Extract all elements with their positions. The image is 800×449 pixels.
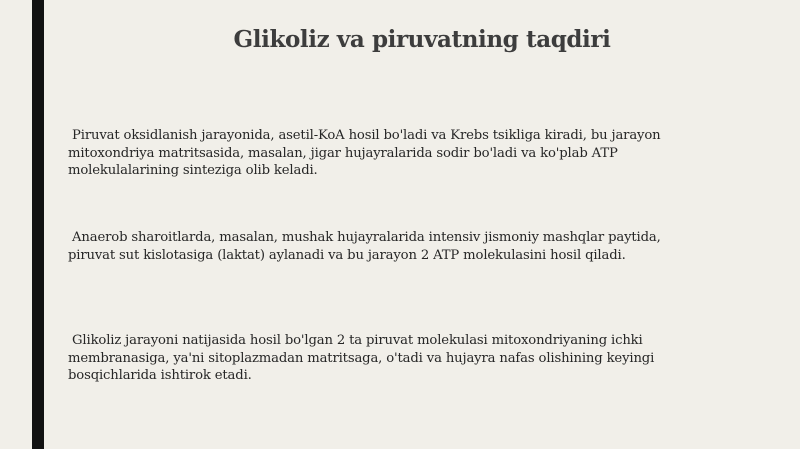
paragraph-pyruvate-oxidation: Piruvat oksidlanish jarayonida, asetil-KoA hosil bo'ladi va Krebs tsikliga kiradi, bu jarayon mitoxondriya matritsasida, masalan, jigar hujayralarida sodir bo'ladi va ko'plab ATP molekulalarining sinteziga olib keladi. — [68, 128, 661, 179]
slide-accent-bar — [32, 0, 44, 449]
paragraph-pyruvate-transport: Glikoliz jarayoni natijasida hosil bo'lgan 2 ta piruvat molekulasi mitoxondriyaning ichki membranasiga, ya'ni sitoplazmadan matritsaga, o'tadi va hujayra nafas olishining keyingi bosqichlarida ishtirok etadi. — [68, 333, 655, 384]
paragraph-anaerobic-conditions: Anaerob sharoitlarda, masalan, mushak hujayralarida intensiv jismoniy mashqlar paytida, piruvat sut kislotasiga (laktat) aylanadi va bu jarayon 2 ATP molekulasini hosil qiladi. — [68, 230, 661, 263]
slide-title: Glikoliz va piruvatning taqdiri — [233, 26, 611, 53]
